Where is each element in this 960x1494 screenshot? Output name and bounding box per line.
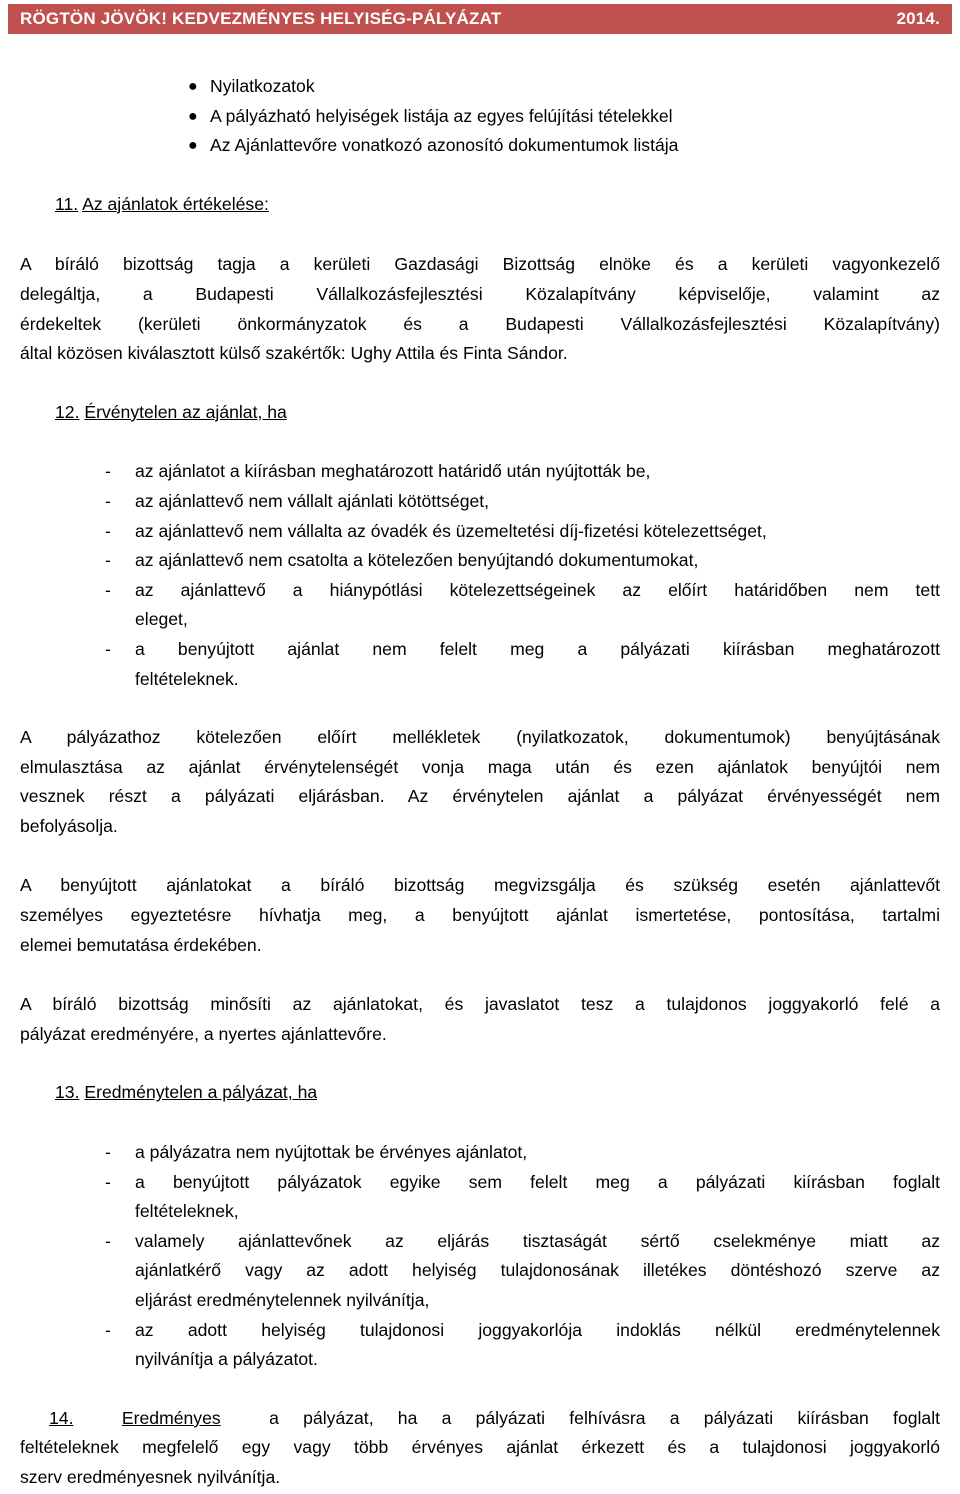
section-number: 14.	[49, 1407, 74, 1428]
section-number: 13.	[55, 1082, 80, 1103]
section-12-paragraph-1: A pályázathoz kötelezően előírt mellékletek (nyilatkozatok, dokumentumok) benyújtásának elmulasztása az ajánlat érvénytelenségét vonja maga után és ezen ajánlatok benyújtói nem vesznek részt a pályázati eljárásban. Az érvénytelen ajánlat a pályázat érvényességét nem befolyásolja.	[20, 727, 940, 836]
section-11-paragraph: A bíráló bizottság tagja a kerületi Gazdasági Bizottság elnöke és a kerületi vagyonkezelő delegáltja, a Budapesti Vállalkozásfejlesztési Közalapítvány képviselője, valamint az érdekeltek (kerületi önkormányzatok és a Budapesti Vállalkozásfejlesztési Közalapítvány) által közösen kiválasztott külső szakértők: Ughy Attila és Finta Sándor.	[20, 254, 940, 364]
section-title: Érvénytelen az ajánlat, ha	[84, 401, 287, 422]
attachment-bullet-list	[20, 72, 940, 161]
section-title: Az ajánlatok értékelése:	[82, 193, 269, 214]
section-number: 12.	[55, 401, 80, 422]
section-title: Eredménytelen a pályázat, ha	[84, 1082, 318, 1103]
bullet-icon: ●	[188, 137, 198, 155]
header-title: RÖGTÖN JÖVÖK! KEDVEZMÉNYES HELYISÉG-PÁLYÁZAT	[20, 9, 502, 28]
section-12-paragraph-2: A benyújtott ajánlatokat a bíráló bizottság megvizsgálja és szükség esetén ajánlattevőt személyes egyeztetésre hívhatja meg, a benyújtott ajánlat ismertetése, pontosítása, tartalmi elemei bemutatása érdekében.	[20, 875, 940, 955]
bullet-icon: ●	[188, 107, 198, 125]
list-item: ● Az Ajánlattevőre vonatkozó azonosító dokumentumok listája	[210, 131, 940, 161]
list-item: - az ajánlattevő nem vállalta az óvadék és üzemeltetési díj-fizetési kötelezettséget,	[105, 520, 767, 541]
list-item: - a pályázatra nem nyújtottak be érvényes ajánlatot,	[105, 1142, 528, 1163]
list-item: ● Nyilatkozatok	[210, 72, 940, 102]
list-item: - az adott helyiség tulajdonosi joggyakorlója indoklás nélkül eredménytelennek nyilvánítja a pályázatot.	[105, 1319, 940, 1370]
list-item: - az ajánlattevő a hiánypótlási kötelezettségeinek az előírt határidőben nem tett eleget,	[105, 579, 940, 630]
invalid-conditions-list	[20, 457, 940, 694]
list-item: - a benyújtott pályázatok egyike sem felelt meg a pályázati kiírásban foglalt feltételeknek,	[105, 1171, 940, 1222]
list-item: ● A pályázható helyiségek listája az egyes felújítási tételekkel	[210, 102, 940, 132]
bullet-icon: ●	[188, 78, 198, 95]
header-year: 2014.	[896, 9, 940, 28]
section-11-heading	[20, 190, 940, 220]
section-12-paragraph-3: A bíráló bizottság minősíti az ajánlatokat, és javaslatot tesz a tulajdonos joggyakorló felé a pályázat eredményére, a nyertes ajánlattevőre.	[20, 994, 940, 1044]
section-13-heading	[20, 1078, 940, 1108]
section-14-paragraph: 14. Eredményes a pályázat, ha a pályázati felhívásra a pályázati kiírásban foglalt feltételeknek megfelelő egy vagy több érvényes ajánlat érkezett és a tulajdonosi joggyakorló szerv eredményesnek nyilvánítja.	[20, 1407, 941, 1487]
list-item: - az ajánlattevő nem vállalt ajánlati kötöttséget,	[105, 490, 490, 511]
list-item: - az ajánlatot a kiírásban meghatározott határidő után nyújtották be,	[105, 461, 651, 482]
document-body	[20, 72, 940, 1493]
list-item: - valamely ajánlattevőnek az eljárás tisztaságát sértő cselekménye miatt az ajánlatkérő vagy az adott helyiség tulajdonosának illetékes döntéshozó szerve az eljárást eredménytelennek nyilvánítja,	[105, 1230, 940, 1310]
list-item: - az ajánlattevő nem csatolta a kötelezően benyújtandó dokumentumokat,	[105, 550, 699, 571]
section-title: Eredményes	[121, 1407, 221, 1428]
section-number: 11.	[55, 193, 79, 214]
document-header	[8, 4, 952, 34]
list-item: - a benyújtott ajánlat nem felelt meg a pályázati kiírásban meghatározott feltételeknek.	[105, 638, 940, 689]
unsuccessful-conditions-list	[20, 1138, 940, 1375]
section-12-heading	[20, 398, 940, 428]
